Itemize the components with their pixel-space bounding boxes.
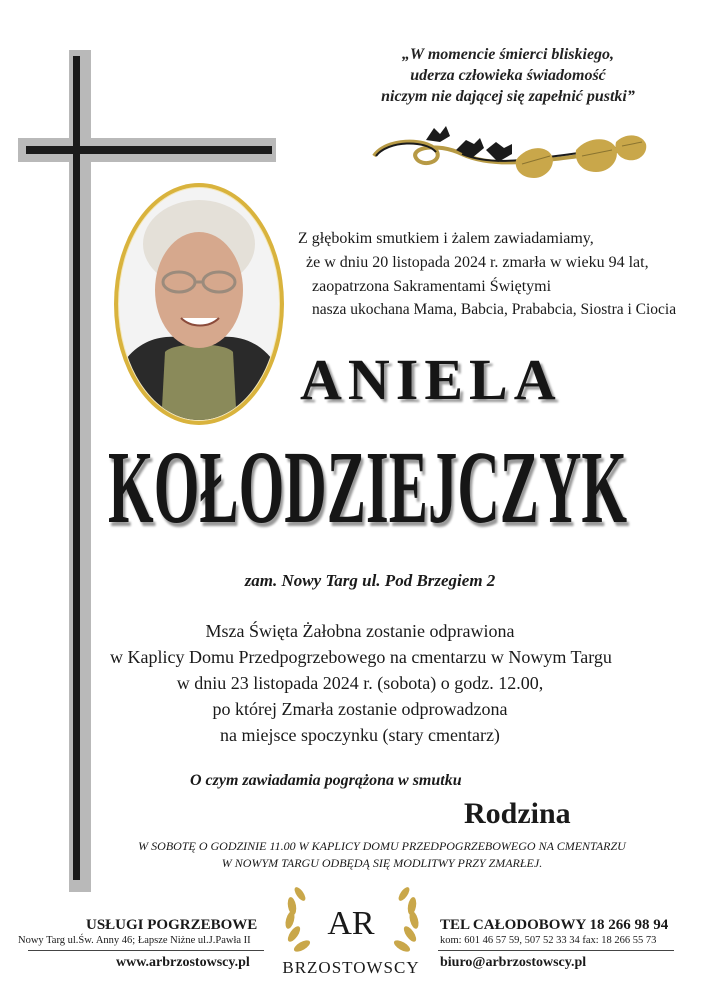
portrait-photo [113, 182, 285, 426]
company-title: USŁUGI POGRZEBOWE [86, 917, 258, 933]
first-name: ANIELA [300, 347, 562, 412]
company-address: Nowy Targ ul.Św. Anny 46; Łapsze Niżne ul.J.Pawła II [18, 935, 251, 946]
address: zam. Nowy Targ ul. Pod Brzegiem 2 [244, 571, 496, 590]
phone-title: TEL CAŁODOBOWY 18 266 98 94 [440, 917, 669, 933]
phone-other: kom: 601 46 57 59, 507 52 33 34 fax: 18 266 55 73 [440, 935, 657, 946]
prayer-note [104, 838, 660, 872]
quote-line: „W momencie śmierci bliskiego, [401, 46, 615, 63]
quote [340, 44, 676, 107]
prayer-line: W NOWYM TARGU ODBĘDĄ SIĘ MODLITWY PRZY ZMARŁEJ. [221, 856, 543, 870]
notify-text: O czym zawiadamia pogrążona w smutku [190, 772, 462, 789]
mass-line: po której Zmarła zostanie odprowadzona [212, 699, 508, 719]
prayer-line: W SOBOTĘ O GODZINIE 11.00 W KAPLICY DOMU PRZEDPOGRZEBOWEGO NA CMENTARZU [138, 839, 626, 853]
mass-line: w dniu 23 listopada 2024 r. (sobota) o godz. 12.00, [176, 673, 544, 693]
website-link[interactable]: www.arbrzostowscy.pl [116, 955, 250, 970]
logo-monogram: AR [327, 905, 375, 942]
last-name: KOŁODZIEJCZYK [108, 430, 628, 545]
quote-line: niczym nie dającej się zapełnić pustki” [381, 88, 635, 105]
intro-line: zaopatrzona Sakramentami Świętymi [312, 278, 552, 295]
divider [28, 950, 264, 951]
quote-line: uderza człowieka świadomość [410, 67, 606, 84]
leaf-ornament-icon [366, 120, 656, 192]
email-link[interactable]: biuro@arbrzostowscy.pl [440, 955, 587, 970]
family-signature: Rodzina [464, 797, 571, 830]
latin-cross-icon [73, 56, 80, 880]
intro-line: nasza ukochana Mama, Babcia, Prababcia, Siostra i Ciocia [312, 301, 677, 318]
mass-line: Msza Święta Żałobna zostanie odprawiona [205, 621, 515, 641]
mass-line: w Kaplicy Domu Przedpogrzebowego na cmentarzu w Nowym Targu [110, 647, 612, 667]
divider [438, 950, 674, 951]
intro-line: Z głębokim smutkiem i żalem zawiadamiamy, [298, 230, 594, 247]
logo-name: BRZOSTOWSCY [282, 958, 420, 977]
mass-line: na miejsce spoczynku (stary cmentarz) [220, 725, 500, 745]
intro-line: że w dniu 20 listopada 2024 r. zmarła w wieku 94 lat, [306, 254, 649, 271]
mass-info [110, 618, 610, 748]
last-name-wrapper [108, 428, 678, 548]
cross-bar [26, 146, 272, 154]
